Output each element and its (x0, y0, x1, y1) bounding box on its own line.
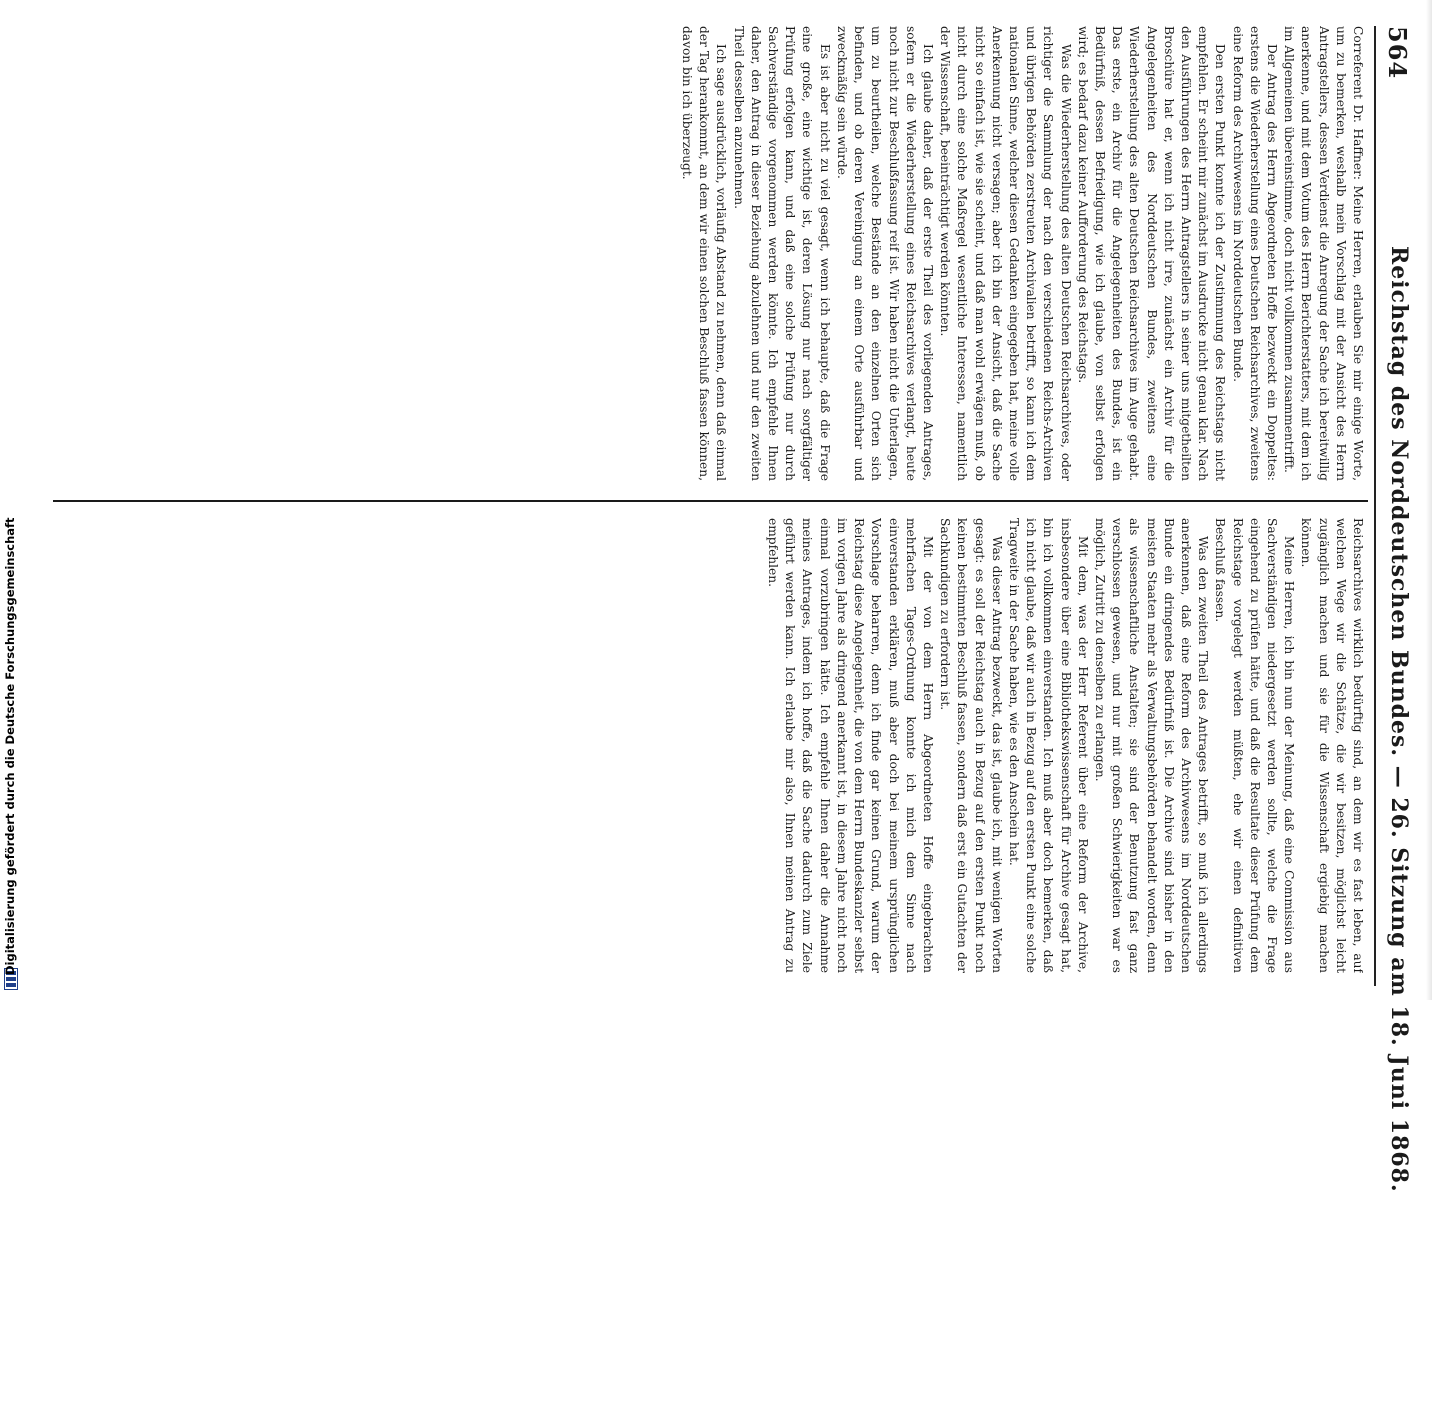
paragraph: Correferent Dr. Haffner: Meine Herren, erlauben Sie mir einige Worte, um zu bemerken, weshalb mein Vorschlag mit der Ansicht des Herrn Antragstellers, dessen Verdienst die Anregung der Sache ich bereitwillig anerkenne, und mit dem Votum des Herrn Berichterstatters, mit dem ich im Allgemeinen übereinstimme, doch nicht vollkommen zusammentrifft. (1282, 26, 1365, 481)
text-column-right (56, 518, 1366, 973)
column-divider (53, 500, 1368, 502)
header-rule (1374, 26, 1376, 986)
paragraph: Meine Herren, ich bin nun der Meinung, daß eine Commission aus Sachverständigen niedergesetzt werden sollte, welche die Frage eingehend zu prüfen hätte, und daß die Resultate dieser Prüfung dem Reichstage vorgelegt werden müßten, ehe wir einen definitiven Beschluß fassen. (1213, 518, 1297, 973)
paragraph: Was den zweiten Theil des Antrages betrifft, so muß ich allerdings anerkennen, daß eine Reform des Archivwesens im Norddeutschen Bunde ein dringendes Bedürfniß ist. Die Archive sind bisher in den meisten Staaten mehr als Verwaltungsbehörden behandelt worden, denn als wissenschaftliche Anstalten; sie sind der Benutzung fast ganz verschlossen gewesen, und nur mit großen Schwierigkeiten war es möglich, Zutritt zu denselben zu erlangen. (1092, 518, 1211, 973)
paragraph: Ich glaube daher, daß der erste Theil des vorliegenden Antrages, sofern er die Wiederherstellung eines Reichsarchives verlangt, heute noch nicht zur Beschlußfassung reif ist. Wir haben nicht die Unterlagen, um zu beurtheilen, welche Bestände an den einzelnen Orten sich befinden, und ob deren Vereinigung an einem Orte ausführbar und zweckmäßig sein würde. (834, 26, 935, 481)
paragraph: Mit dem, was der Herr Referent über eine Reform der Archive, insbesondere über eine Bibliothekswissenschaft für Archive gesagt hat, bin ich vollkommen einverstanden. Ich muß aber doch bemerken, daß ich nicht glaube, daß wir auch in Bezug auf den ersten Punkt eine solche Tragweite in der Sache haben, wie es den Anschein hat. (1006, 518, 1090, 973)
scan-edge (1426, 0, 1432, 1000)
page-header (1376, 26, 1416, 1193)
paragraph: Mit der von dem Herrn Abgeordneten Hoffe eingebrachten mehrfachen Tages-Ordnung konnte ich mich dem Sinne nach einverstanden erklären, muß aber doch bei meinem ursprünglichen Vorschlage beharren, denn ich finde gar keinen Grund, warum der Reichstag diese Angelegenheit, die von dem Herrn Bundeskanzler selbst im vorigen Jahre als dringend anerkannt ist, in diesem Jahre nicht noch einmal vorzubringen hätte. Ich empfehle Ihnen daher die Annahme meines Antrages, indem ich hoffe, daß die Sache dadurch zum Ziele geführt werden kann. Ich erlaube mir also, Ihnen meinen Antrag zu empfehlen. (766, 518, 935, 973)
scanned-page (46, 26, 1412, 1406)
paragraph: Ich sage ausdrücklich, vorläufig Abstand zu nehmen, denn daß einmal der Tag herankommt, an dem wir einen solchen Beschluß fassen können, davon bin ich überzeugt. (680, 26, 729, 481)
paragraph: Was die Wiederherstellung des alten Deutschen Reichsarchives, oder richtiger die Sammlung der nach den verschiedenen Reichs-Archiven und übrigen Behörden zerstreuten Archivalien betrifft, so kann ich dem nationalen Sinne, welcher diesen Gedanken eingegeben hat, meine volle Anerkennung nicht versagen; aber ich bin der Ansicht, daß die Sache nicht so einfach ist, wie sie scheint, und daß man wohl erwägen muß, ob nicht durch eine solche Maßregel wesentliche Interessen, namentlich der Wissenschaft, beeinträchtigt werden könnten. (938, 26, 1073, 481)
page-number: 564 (1383, 26, 1412, 80)
paragraph: Reichsarchives wirklich bedürftig sind, an dem wir es fast leben, auf welchen Wege wir die Schätze, die wir besitzen, möglichst leicht zugänglich machen und sie für die Wissenschaft ergiebig machen können. (1299, 518, 1365, 973)
digitization-note: Digitalisierung gefördert durch die Deutsche Forschungsgemeinschaft (3, 517, 17, 975)
paragraph: Den ersten Punkt konnte ich der Zustimmung des Reichstags nicht empfehlen. Er scheint mir zunächst im Ausdrucke nicht genau klar. Nach den Ausführungen des Herrn Antragstellers in seiner uns mitgetheilten Broschüre hat er, wenn ich nicht irre, zunächst ein Archiv für die Angelegenheiten des Norddeutschen Bundes, zweitens eine Wiederherstellung des alten Deutschen Reichsarchives im Auge gehabt. Das erste, ein Archiv für die Angelegenheiten des Bundes, ist ein Bedürfniß, dessen Befriedigung, wie ich glaube, von selbst erfolgen wird; es bedarf dazu keiner Aufforderung des Reichstags. (1075, 26, 1228, 481)
paragraph: Es ist aber nicht zu viel gesagt, wenn ich behaupte, daß die Frage eine große, eine wichtige ist, deren Lösung nur nach sorgfältiger Prüfung erfolgen kann, und daß eine solche Prüfung nur durch Sachverständige vorgenommen werden könnte. Ich empfehle Ihnen daher, den Antrag in dieser Beziehung abzulehnen und nur den zweiten Theil desselben anzunehmen. (731, 26, 832, 481)
paragraph: Der Antrag des Herrn Abgeordneten Hoffe bezweckt ein Doppeltes: erstens die Wiederherstellung eines Deutschen Reichsarchives, zweitens eine Reform des Archivwesens im Norddeutschen Bunde. (1230, 26, 1279, 481)
text-column-left (56, 26, 1366, 481)
paragraph: Was dieser Antrag bezweckt, das ist, glaube ich, mit wenigen Worten gesagt: es soll der Reichstag auch in Bezug auf den ersten Punkt noch keinen bestimmten Beschluß fassen, sondern daß erst ein Gutachten der Sachkundigen zu erfordern ist. (938, 518, 1004, 973)
page-content-rotated (46, 26, 1416, 1193)
running-title: Reichstag des Norddeutschen Bundes. — 26. Sitzung am 18. Juni 1868. (1386, 246, 1412, 1193)
digitization-footer (0, 0, 22, 1000)
